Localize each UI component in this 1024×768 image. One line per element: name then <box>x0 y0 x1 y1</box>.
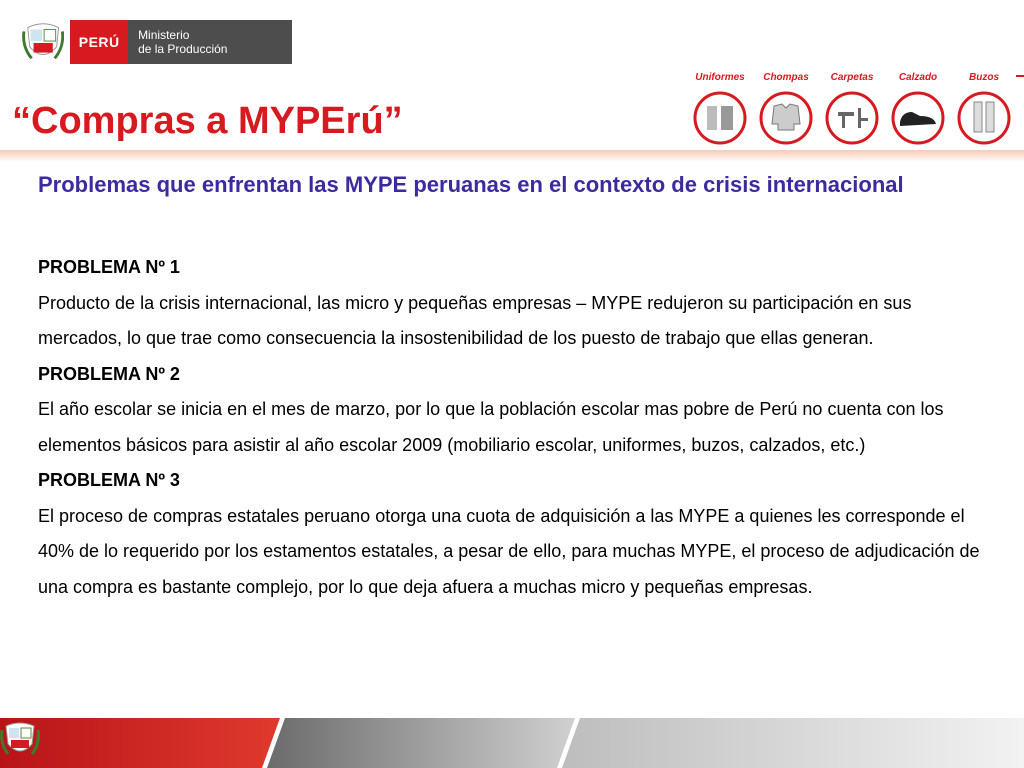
desk-icon <box>824 84 880 146</box>
category-buzos <box>954 72 1014 152</box>
category-carpetas <box>822 72 882 152</box>
problem-2-title: PROBLEMA Nº 2 <box>38 363 180 384</box>
ministry-line-1: Ministerio <box>138 28 190 42</box>
problem-3-text: El proceso de compras estatales peruano otorga una cuota de adquisición a las MYPE a quienes les corresponde el 40% de lo requerido por los estamentos estatales, a pesar de ello, para muchas MYPE, el proceso de adjudicación de una compra es bastante complejo, por lo que deja afuera a muchas micro y pequeñas empresas. <box>38 505 980 597</box>
problem-1-text: Producto de la crisis internacional, las micro y pequeñas empresas – MYPE redujeron su participación en sus mercados, lo que trae como consecuencia la insostenibilidad de los puesto de trabajo que ellas generan. <box>38 292 912 348</box>
category-calzado <box>888 72 948 152</box>
problem-3-title: PROBLEMA Nº 3 <box>38 470 180 490</box>
tracksuit-icon <box>956 84 1012 146</box>
category-label: Buzos <box>969 72 999 83</box>
category-label: Chompas <box>763 72 809 83</box>
category-chompas <box>756 72 816 152</box>
country-label: PERÚ <box>70 20 128 64</box>
ministry-line-2: de la Producción <box>138 42 228 56</box>
category-strip <box>690 72 1020 152</box>
accent-tick <box>1016 75 1024 77</box>
page-heading: Problemas que enfrentan las MYPE peruanas en el contexto de crisis internacional <box>38 172 904 197</box>
category-label: Calzado <box>898 72 938 83</box>
uniform-icon <box>692 84 748 146</box>
footer-band <box>0 718 1024 768</box>
category-uniformes <box>690 72 750 152</box>
problem-1-title: PROBLEMA Nº 1 <box>38 257 180 277</box>
header-divider <box>0 150 1024 162</box>
ministry-name <box>128 20 292 64</box>
coat-of-arms-icon <box>22 17 64 67</box>
problems-list <box>38 250 998 605</box>
problem-2-text: El año escolar se inicia en el mes de marzo, por lo que la población escolar mas pobre de Perú no cuenta con los elementos básicos para asistir al año escolar 2009 (mobiliario escolar, uniformes, buzos, calzados, etc.) <box>38 399 944 455</box>
category-label: Carpetas <box>830 72 874 83</box>
footer-stripes <box>0 718 1024 768</box>
ministry-logo <box>22 16 292 68</box>
sweater-icon <box>758 84 814 146</box>
shoe-icon <box>890 84 946 146</box>
category-label: Uniformes <box>695 72 745 83</box>
footer-coat-of-arms-icon <box>0 718 40 762</box>
brand-title: “Compras a MYPErú” <box>12 100 403 142</box>
